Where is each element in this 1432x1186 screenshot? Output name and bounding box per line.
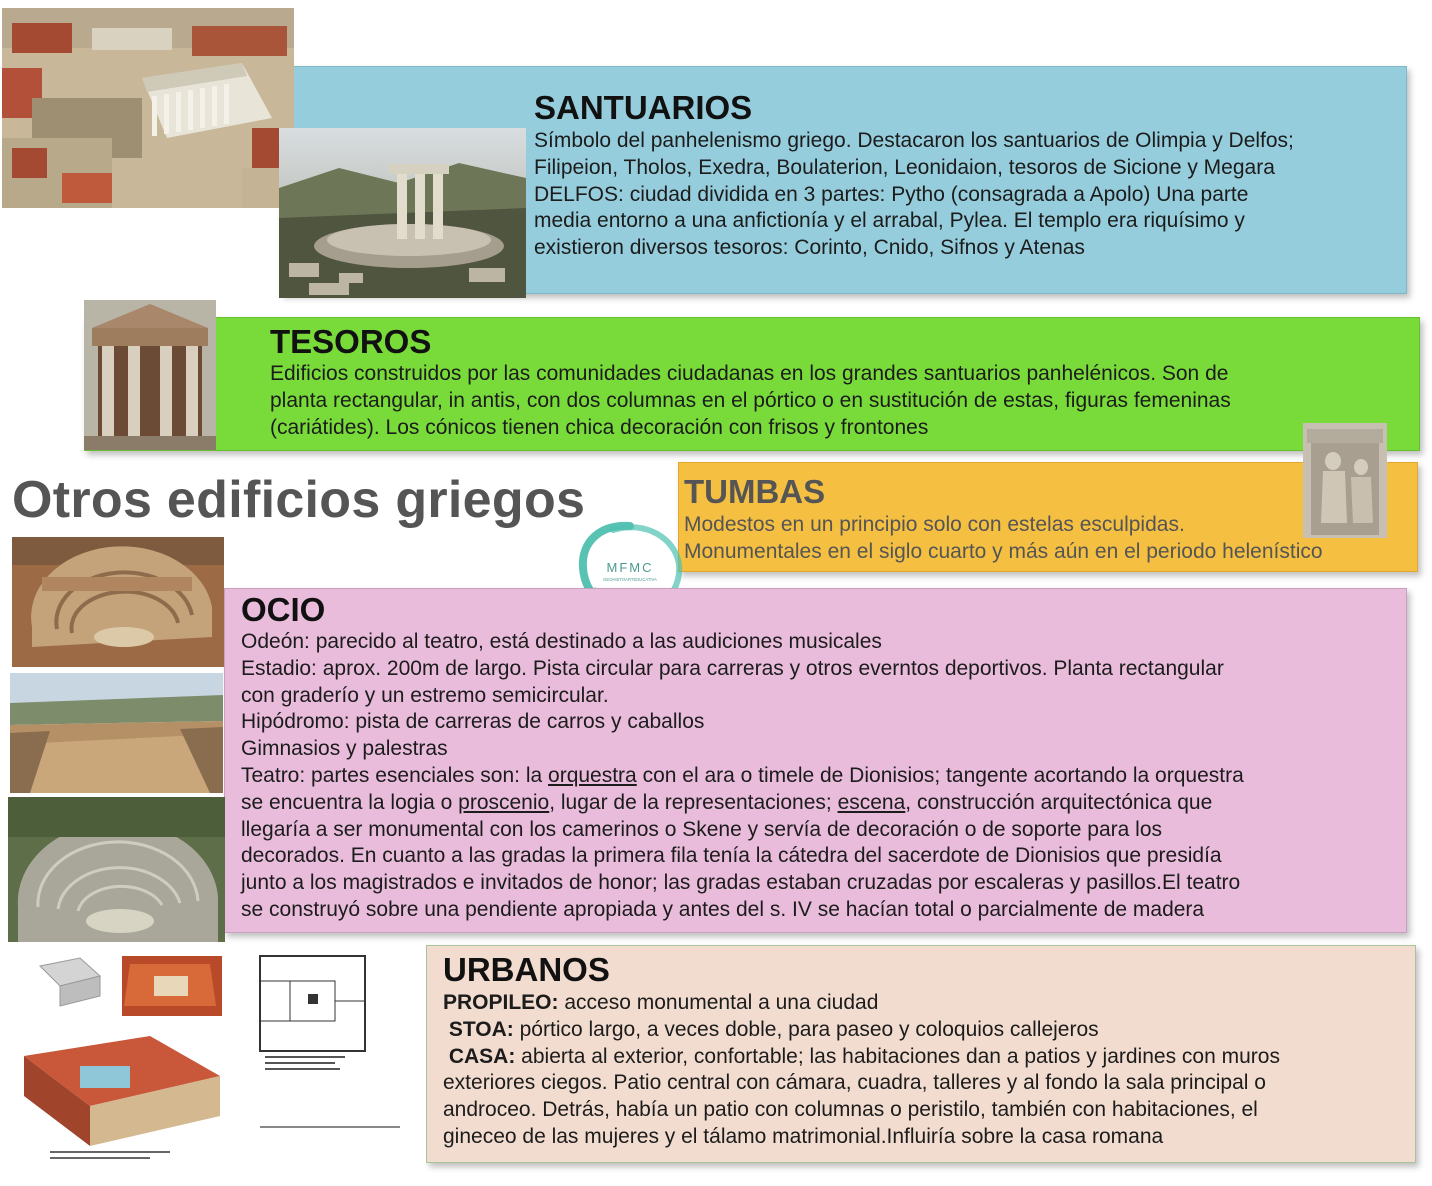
santuarios-line-5: existieron diversos tesoros: Corinto, Cnido, Sifnos y Atenas: [534, 236, 1085, 260]
teatro-text-2: con el ara o timele de Dionisios; tangente acortando la orquestra: [636, 763, 1244, 787]
tumbas-line-2: Monumentales en el siglo cuarto y más aún en el periodo helenístico: [684, 539, 1323, 563]
urbanos-title: URBANOS: [443, 951, 610, 988]
urbanos-propileo: [443, 990, 1413, 1017]
tesoros-line-1: Edificios construidos por las comunidades ciudadanas en los grandes santuarios panhelénicos. Son de: [270, 362, 1229, 385]
teatro-text-3: se encuentra la logia o: [241, 790, 459, 814]
santuarios-line-4: media entorno a una anfictionía y el arrabal, Pylea. El templo era riquísimo y: [534, 209, 1245, 233]
ocio-odeon: Odeón: parecido al teatro, está destinado a las audiciones musicales: [241, 630, 882, 653]
ocio-hipodromo: Hipódromo: pista de carreras de carros y caballos: [241, 710, 705, 734]
ocio-teatro-line-2: [241, 790, 1401, 817]
greek-house-illustrations: [20, 946, 426, 1164]
stoa-text: pórtico largo, a veces doble, para paseo y coloquios callejeros: [513, 1017, 1099, 1041]
urbanos-line-6: gineceo de las mujeres y el tálamo matrimonial.Influiría sobre la casa romana: [443, 1124, 1164, 1148]
urbanos-description: [443, 990, 1413, 1151]
santuarios-title: SANTUARIOS: [534, 89, 753, 126]
stoa-label: STOA:: [448, 1017, 514, 1041]
casa-text: abierta al exterior, confortable; las habitaciones dan a patios y jardines con muros: [515, 1044, 1280, 1068]
theatre-photo: [8, 797, 225, 942]
tumbas-description: [684, 512, 1323, 566]
ocio-teatro-line-3: llegaría a ser monumental con los camerinos o Skene y servía de decoración o de soporte para los: [241, 817, 1163, 841]
tesoros-description: [270, 361, 1390, 441]
propileo-label: PROPILEO:: [443, 991, 559, 1014]
urbanos-stoa: [443, 1017, 1413, 1044]
stadium-photo: [10, 673, 223, 793]
propileo-text: acceso monumental a una ciudad: [558, 991, 879, 1014]
ocio-teatro-line-5: junto a los magistrados e invitados de honor; las gradas estaban cruzadas por escaleras y pasillos.El teatro: [241, 871, 1241, 895]
urbanos-line-5: androceo. Detrás, había un patio con columnas o peristilo, también con habitaciones, el: [443, 1098, 1258, 1122]
ocio-description: [241, 629, 1401, 924]
teatro-text-5: , construcción arquitectónica que: [905, 790, 1213, 814]
proscenio-term: proscenio: [458, 790, 550, 814]
santuarios-line-2: Filipeion, Tholos, Exedra, Boulaterion, Leonidaion, tesoros de Sicione y Megara: [534, 155, 1275, 179]
teatro-text-1: Teatro: partes esenciales son: la: [241, 763, 549, 787]
ocio-gimnasios: Gimnasios y palestras: [241, 737, 448, 761]
escena-term: escena: [837, 790, 906, 814]
tumbas-title: TUMBAS: [684, 473, 826, 510]
santuarios-line-1: Símbolo del panhelenismo griego. Destacaron los santuarios de Olimpia y Delfos;: [534, 129, 1294, 152]
ocio-teatro-line-4: decorados. En cuanto a las gradas la primera fila tenía la cátedra del sacerdote de Dionisios que presidía: [241, 844, 1222, 868]
svg-text:MFMC: MFMC: [606, 560, 654, 575]
urbanos-casa: [443, 1044, 1413, 1071]
tholos-photo: [279, 128, 526, 298]
tumbas-line-1: Modestos en un principio solo con estelas esculpidas.: [684, 513, 1185, 536]
delphi-model-photo: [2, 8, 294, 208]
casa-label: CASA:: [448, 1044, 516, 1068]
teatro-text-4: , lugar de la representaciones;: [549, 790, 838, 814]
ocio-title: OCIO: [241, 591, 326, 628]
ocio-estadio-1: Estadio: aprox. 200m de largo. Pista circular para carreras y otros everntos deportivos. Planta rectangular: [241, 656, 1224, 680]
urbanos-line-4: exteriores ciegos. Patio central con cámara, cuadra, talleres y al fondo la sala principal o: [443, 1071, 1266, 1095]
tesoros-line-3: (cariátides). Los cónicos tienen chica decoración con frisos y frontones: [270, 415, 929, 439]
ocio-estadio-2: con graderío y un estremo semicircular.: [241, 683, 609, 707]
santuarios-line-3: DELFOS: ciudad dividida en 3 partes: Pytho (consagrada a Apolo) Una parte: [534, 182, 1249, 206]
ocio-teatro-line-6: se construyó sobre una pendiente apropiada y antes del s. IV se hacían total o parcialmente de madera: [241, 897, 1205, 921]
ocio-teatro-line-1: [241, 763, 1401, 790]
treasury-photo: [84, 300, 216, 450]
tesoros-line-2: planta rectangular, in antis, con dos columnas en el pórtico o en sustitución de estas, figuras femeninas: [270, 388, 1231, 412]
tesoros-title: TESOROS: [270, 323, 432, 360]
page-title: Otros edificios griegos: [12, 471, 586, 529]
odeon-photo: [12, 537, 224, 667]
svg-text:GEOHISTOARTEDUCATIVA: GEOHISTOARTEDUCATIVA: [603, 577, 657, 582]
orquestra-term: orquestra: [548, 763, 637, 787]
santuarios-description: [534, 128, 1414, 262]
